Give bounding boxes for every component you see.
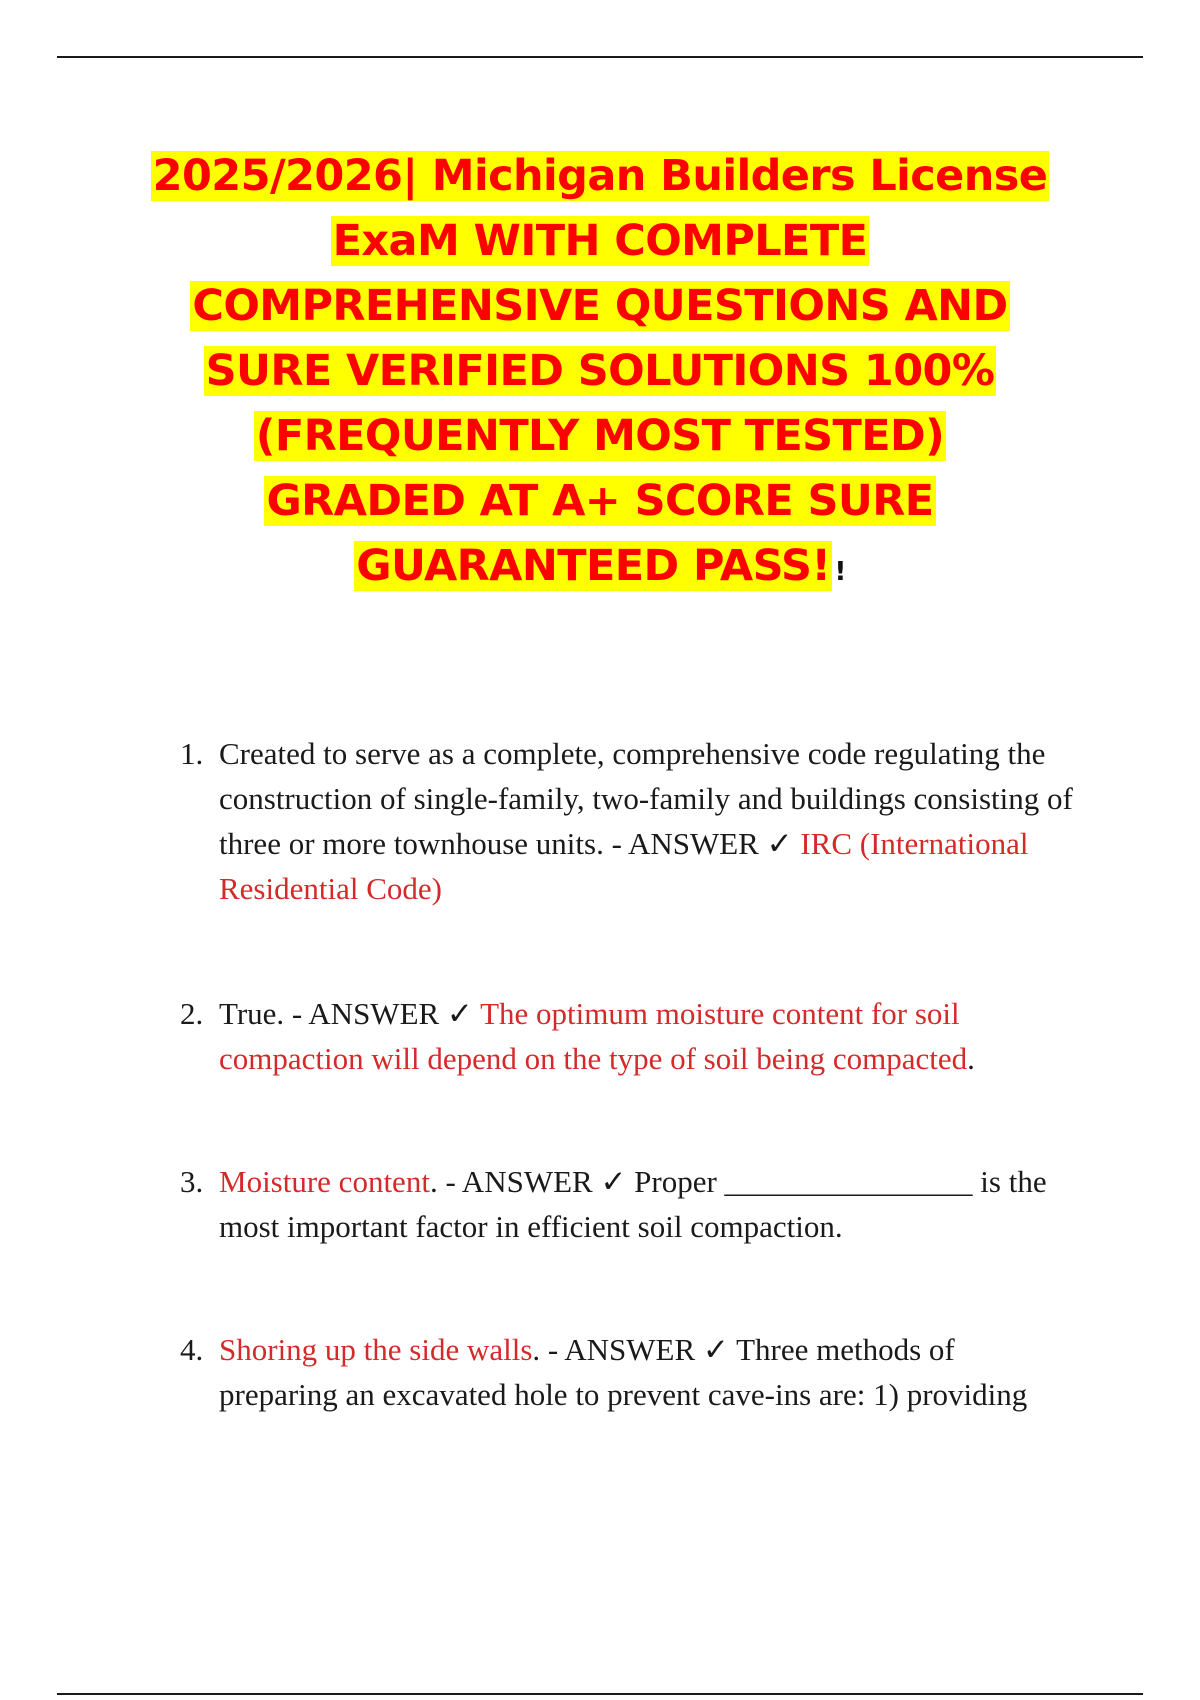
question-suffix: . - ANSWER ✓ Three methods of preparing an excavated hole to prevent cave-ins are: 1) providing: [219, 1332, 1028, 1412]
title-line-4: SURE VERIFIED SOLUTIONS 100%: [205, 346, 995, 396]
question-number: 2.: [180, 996, 204, 1031]
question-text: [219, 991, 1080, 1081]
question-text: [219, 1327, 1080, 1417]
answer-text: Moisture content: [219, 1164, 430, 1199]
title-line-5: (FREQUENTLY MOST TESTED): [255, 411, 945, 461]
question-item-2: [180, 991, 1080, 1081]
title-line-7: GUARANTEED PASS! !: [356, 541, 846, 591]
question-text: [219, 1159, 1080, 1249]
question-number: 1.: [180, 736, 204, 771]
question-number: 3.: [180, 1164, 204, 1199]
title-line-6: GRADED AT A+ SCORE SURE: [266, 476, 934, 526]
bottom-rule: [57, 1693, 1143, 1695]
question-item-3: [180, 1159, 1080, 1249]
question-item-1: [180, 731, 1080, 911]
answer-text: Shoring up the side walls: [219, 1332, 533, 1367]
question-number: 4.: [180, 1332, 204, 1367]
top-rule: [57, 56, 1143, 58]
question-suffix: .: [967, 1041, 975, 1076]
question-prefix: Created to serve as a complete, comprehensive code regulating the construction of single-family, two-family and buildings consisting of three or more townhouse units. - ANSWER ✓: [219, 736, 1073, 861]
answer-text: IRC (International Residential Code): [219, 826, 1029, 906]
document-title: [100, 144, 1100, 605]
title-line-2: ExaM WITH COMPLETE: [332, 216, 868, 266]
question-text: [219, 731, 1080, 911]
title-line-3: COMPREHENSIVE QUESTIONS AND: [192, 281, 1008, 331]
title-line-1: 2025/2026| Michigan Builders License: [152, 151, 1048, 201]
question-item-4: [180, 1327, 1080, 1417]
question-prefix: True. - ANSWER ✓: [219, 996, 481, 1031]
question-suffix: . - ANSWER ✓ Proper ________________ is the most important factor in efficient soil compaction.: [219, 1164, 1047, 1244]
answer-text: The optimum moisture content for soil compaction will depend on the type of soil being compacted: [219, 996, 968, 1076]
title-tail-mark: !: [834, 557, 846, 587]
